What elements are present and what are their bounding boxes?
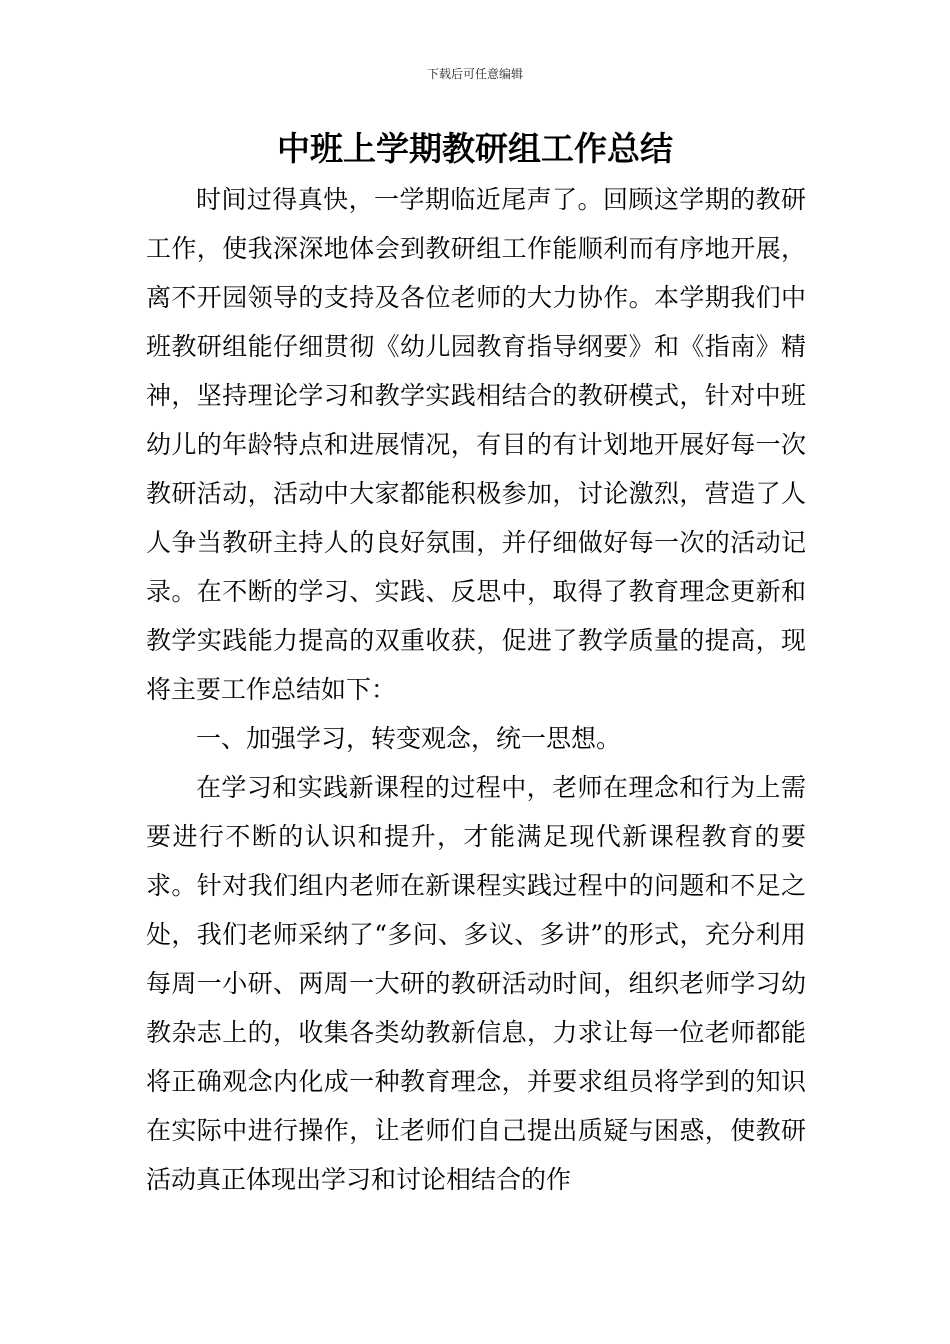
paragraph-section-1: 在学习和实践新课程的过程中，老师在理念和行为上需要进行不断的认识和提升，才能满足现代新课程教育的要求。针对我们组内老师在新课程实践过程中的问题和不足之处，我们老师采纳了“多问、多议、多讲”的形式，充分利用每周一小研、两周一大研的教研活动时间，组织老师学习幼教杂志上的，收集各类幼教新信息，力求让每一位老师都能将正确观念内化成一种教育理念，并要求组员将学到的知识在实际中进行操作，让老师们自己提出质疑与困惑，使教研活动真正体现出学习和讨论相结合的作 (146, 773, 806, 1194)
header-note: 下载后可任意编辑 (426, 67, 523, 81)
document-title: 中班上学期教研组工作总结 (277, 129, 673, 168)
paragraph-intro: 时间过得真快，一学期临近尾声了。回顾这学期的教研工作，使我深深地体会到教研组工作能顺利而有序地开展，离不开园领导的支持及各位老师的大力协作。本学期我们中班教研组能仔细贯彻《幼儿园教育指导纲要》和《指南》精神，坚持理论学习和教学实践相结合的教研模式，针对中班幼儿的年龄特点和进展情况，有目的有计划地开展好每一次教研活动，活动中大家都能积极参加，讨论激烈，营造了人人争当教研主持人的良好氛围，并仔细做好每一次的活动记录。在不断的学习、实践、反思中，取得了教育理念更新和教学实践能力提高的双重收获，促进了教学质量的提高，现将主要工作总结如下： (146, 185, 806, 704)
section-heading-1: 一、加强学习，转变观念，统一思想。 (196, 724, 622, 753)
document-body (146, 175, 806, 1204)
